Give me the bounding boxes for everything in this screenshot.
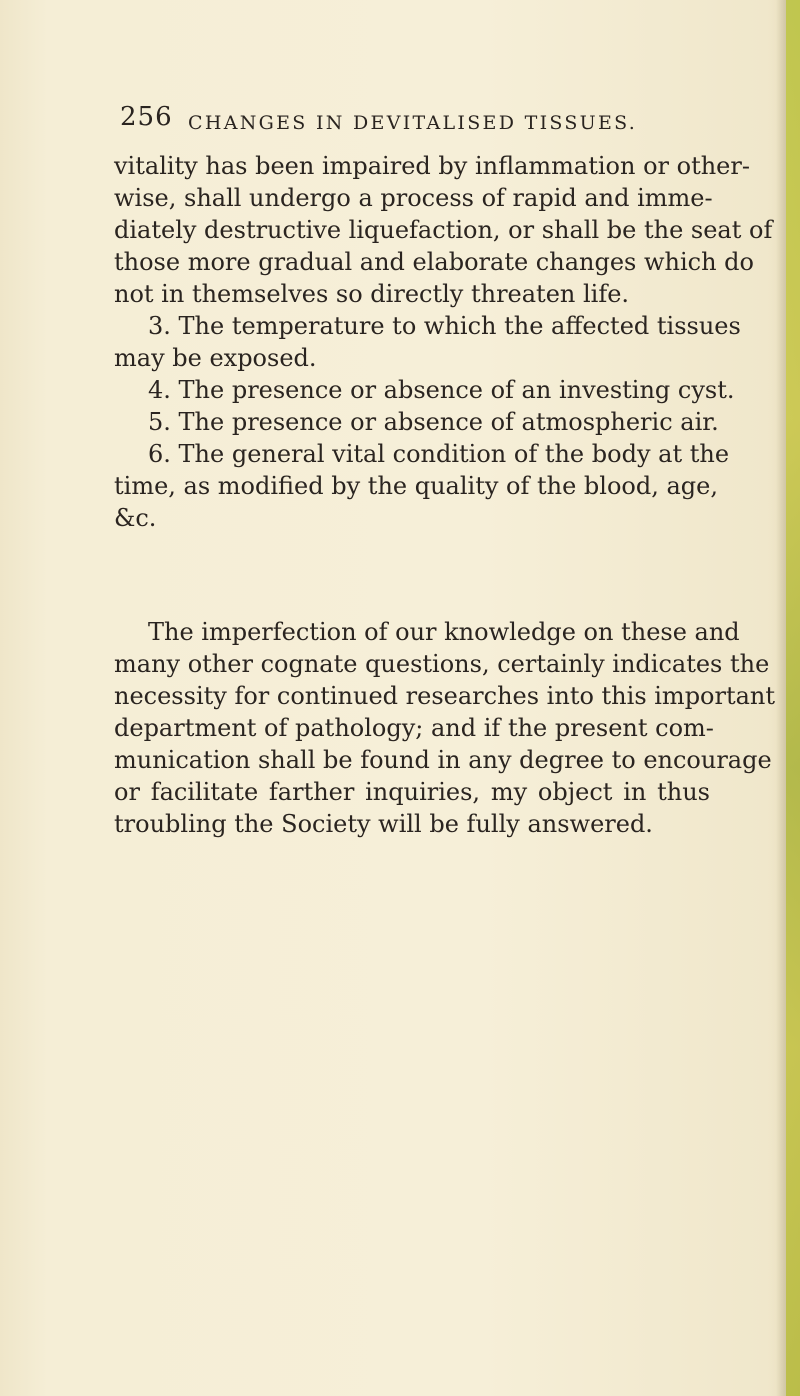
text-line: troubling the Society will be fully answered. [114,810,653,838]
list-item-4: 4. The presence or absence of an investing cyst. [148,376,735,404]
list-item-5: 5. The presence or absence of atmospheric air. [148,408,719,436]
page-edge-shadow [776,0,786,1396]
text-line: may be exposed. [114,344,317,372]
text-line: The imperfection of our knowledge on these and [148,618,740,646]
text-line: wise, shall undergo a process of rapid and imme- [114,184,713,212]
running-head: CHANGES IN DEVITALISED TISSUES. [188,112,638,134]
body-text-upper [114,150,773,534]
text-line: necessity for continued researches into this important [114,682,776,710]
text-line: diately destructive liquefaction, or shall be the seat of [114,216,773,244]
text-line: department of pathology; and if the present com- [114,714,714,742]
body-text-closing-paragraph [114,616,776,840]
page-edge-strip [786,0,800,1396]
text-line: time, as modified by the quality of the blood, age, [114,472,718,500]
text-line: &c. [114,504,157,532]
text-line: munication shall be found in any degree to encourage [114,746,772,774]
page-header [120,104,680,144]
text-line: not in themselves so directly threaten life. [114,280,630,308]
list-item-6: 6. The general vital condition of the body at the [148,440,730,468]
page-number: 256 [120,102,173,132]
text-line: or facilitate farther inquiries, my object in thus [114,778,710,806]
text-line: many other cognate questions, certainly indicates the [114,650,770,678]
list-item-3: 3. The temperature to which the affected tissues [148,312,741,340]
text-line: those more gradual and elaborate changes which do [114,248,754,276]
text-line: vitality has been impaired by inflammation or other- [114,152,750,180]
